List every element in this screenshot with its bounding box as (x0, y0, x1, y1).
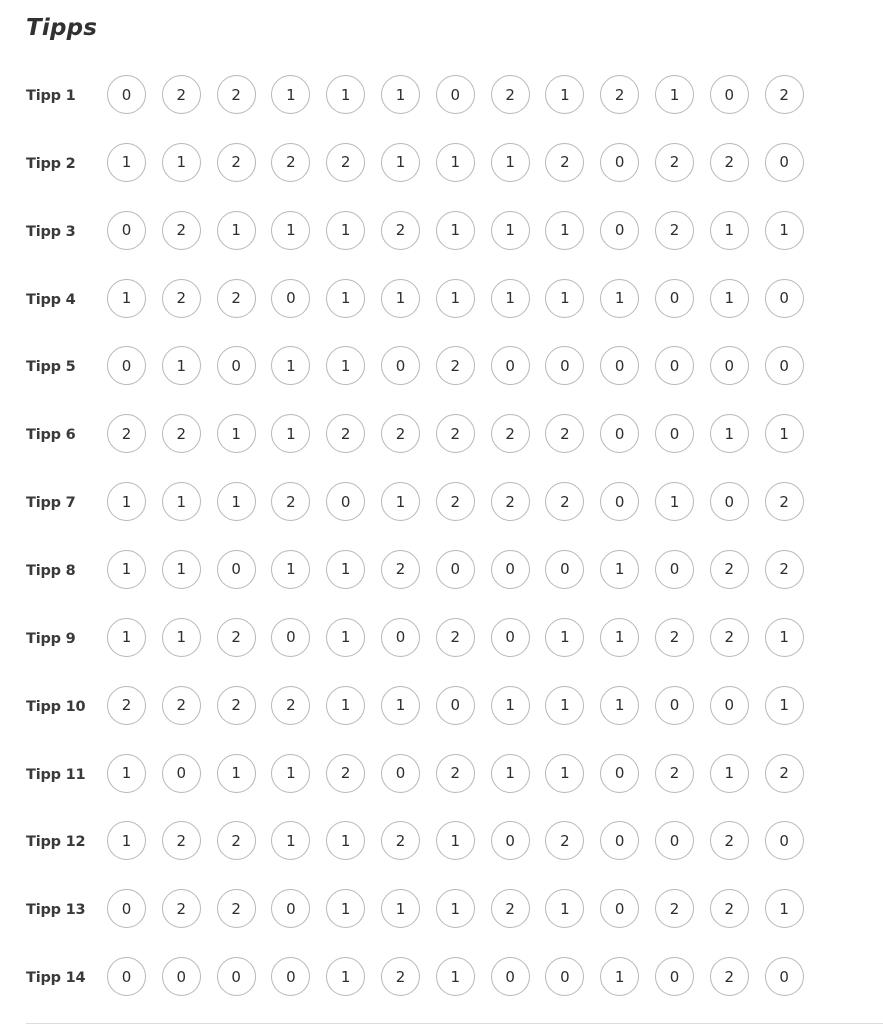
tipp-bubble[interactable]: 0 (217, 346, 256, 385)
tipp-bubble[interactable]: 0 (107, 957, 146, 996)
tipp-bubble[interactable]: 1 (217, 754, 256, 793)
tipp-bubble[interactable]: 1 (545, 279, 584, 318)
tipp-bubble[interactable]: 2 (491, 414, 530, 453)
tipp-row-label: Tipp 5 (26, 359, 76, 376)
tipp-bubble[interactable]: 1 (271, 754, 310, 793)
tipp-bubble[interactable]: 1 (162, 618, 201, 657)
tipp-bubble[interactable]: 0 (381, 618, 420, 657)
tipp-bubble[interactable]: 0 (271, 957, 310, 996)
tipp-bubble[interactable]: 2 (545, 821, 584, 860)
tipp-bubble[interactable]: 1 (162, 550, 201, 589)
tipp-bubble[interactable]: 2 (436, 754, 475, 793)
tipp-bubble[interactable]: 0 (491, 618, 530, 657)
tipp-row-label: Tipp 13 (26, 902, 86, 919)
tipp-bubble[interactable]: 1 (381, 686, 420, 725)
tipp-bubble[interactable]: 0 (162, 957, 201, 996)
tipp-bubble[interactable]: 2 (545, 482, 584, 521)
tipp-bubble[interactable]: 2 (710, 143, 749, 182)
tipp-row-label: Tipp 11 (26, 766, 86, 783)
tipp-bubble[interactable]: 0 (107, 889, 146, 928)
tipp-bubble[interactable]: 0 (765, 821, 804, 860)
tipp-bubble[interactable]: 1 (545, 686, 584, 725)
tipp-bubble[interactable]: 0 (491, 821, 530, 860)
tipp-bubble[interactable]: 2 (326, 414, 365, 453)
tipp-bubble[interactable]: 0 (107, 75, 146, 114)
tipp-row (0, 821, 883, 863)
tipp-bubble[interactable]: 1 (326, 211, 365, 250)
tipp-bubble[interactable]: 1 (381, 482, 420, 521)
tipp-bubble[interactable]: 1 (436, 279, 475, 318)
tipp-bubble[interactable]: 2 (107, 414, 146, 453)
tipp-bubble[interactable]: 2 (491, 889, 530, 928)
tipp-bubble[interactable]: 0 (545, 346, 584, 385)
tipp-bubble[interactable]: 1 (765, 686, 804, 725)
tipp-row (0, 957, 883, 999)
tipp-bubble[interactable]: 2 (545, 143, 584, 182)
tipp-bubble[interactable]: 0 (107, 211, 146, 250)
tipp-bubble[interactable]: 2 (655, 889, 694, 928)
tipp-bubble[interactable]: 0 (710, 346, 749, 385)
tipp-bubble[interactable]: 1 (436, 211, 475, 250)
tipp-bubble[interactable]: 0 (600, 754, 639, 793)
tipp-bubble[interactable]: 1 (217, 414, 256, 453)
tipp-bubble[interactable]: 0 (381, 754, 420, 793)
tipp-row (0, 414, 883, 456)
tipp-bubble[interactable]: 1 (545, 754, 584, 793)
tipp-row-label: Tipp 12 (26, 834, 86, 851)
tipp-bubble[interactable]: 1 (326, 686, 365, 725)
tipp-bubble[interactable]: 0 (655, 279, 694, 318)
tipp-bubble[interactable]: 1 (326, 279, 365, 318)
tipp-row-label: Tipp 2 (26, 155, 76, 172)
tipp-bubble[interactable]: 2 (436, 346, 475, 385)
tipp-bubble[interactable]: 2 (217, 686, 256, 725)
tipp-bubble[interactable]: 1 (765, 211, 804, 250)
tipp-row-label: Tipp 3 (26, 223, 76, 240)
tipp-bubble[interactable]: 1 (326, 821, 365, 860)
tipp-bubble[interactable]: 2 (217, 618, 256, 657)
tipp-bubble[interactable]: 2 (436, 618, 475, 657)
tipp-bubble[interactable]: 0 (600, 482, 639, 521)
tipp-bubble[interactable]: 0 (765, 279, 804, 318)
tipp-bubble[interactable]: 1 (326, 550, 365, 589)
tipp-bubble[interactable]: 1 (545, 211, 584, 250)
tipp-row-label: Tipp 8 (26, 562, 76, 579)
tipp-bubble[interactable]: 1 (271, 211, 310, 250)
tipp-bubble[interactable]: 2 (710, 957, 749, 996)
tipp-bubble[interactable]: 2 (381, 957, 420, 996)
tipp-bubble[interactable]: 2 (655, 754, 694, 793)
tipp-bubble[interactable]: 1 (107, 279, 146, 318)
tipp-bubble[interactable]: 0 (600, 346, 639, 385)
tipp-bubble[interactable]: 2 (271, 143, 310, 182)
tipp-bubble[interactable]: 2 (436, 414, 475, 453)
tipp-bubble[interactable]: 2 (655, 211, 694, 250)
tipp-bubble[interactable]: 2 (381, 550, 420, 589)
tipp-bubble[interactable]: 0 (162, 754, 201, 793)
tipp-row (0, 279, 883, 321)
tipp-row (0, 754, 883, 796)
tipp-bubble[interactable]: 2 (655, 618, 694, 657)
tipp-bubble[interactable]: 1 (326, 618, 365, 657)
tipp-bubble[interactable]: 2 (765, 75, 804, 114)
tipp-bubble[interactable]: 1 (600, 279, 639, 318)
tipp-bubble[interactable]: 1 (491, 143, 530, 182)
tipp-bubble[interactable]: 1 (765, 889, 804, 928)
tipp-bubble[interactable]: 0 (655, 686, 694, 725)
tipp-bubble[interactable]: 0 (271, 279, 310, 318)
tipp-bubble[interactable]: 1 (107, 143, 146, 182)
tipp-bubble[interactable]: 2 (162, 414, 201, 453)
tipp-bubble[interactable]: 2 (162, 75, 201, 114)
tipp-bubble[interactable]: 1 (710, 414, 749, 453)
tipp-row-label: Tipp 7 (26, 495, 76, 512)
tipp-bubble[interactable]: 0 (491, 550, 530, 589)
tipp-bubble[interactable]: 1 (600, 550, 639, 589)
tipp-bubble[interactable]: 1 (710, 754, 749, 793)
bottom-divider (26, 1023, 883, 1024)
tipp-bubble[interactable]: 1 (217, 211, 256, 250)
tipp-bubble[interactable]: 2 (710, 618, 749, 657)
tipp-bubble[interactable]: 0 (655, 957, 694, 996)
tipp-bubble[interactable]: 1 (600, 618, 639, 657)
tipp-bubble[interactable]: 0 (381, 346, 420, 385)
tipp-bubble[interactable]: 1 (381, 143, 420, 182)
tipp-row-label: Tipp 10 (26, 698, 86, 715)
tipp-bubble[interactable]: 2 (162, 686, 201, 725)
tipp-row (0, 211, 883, 253)
tipp-bubble[interactable]: 0 (436, 75, 475, 114)
tipp-bubble[interactable]: 0 (545, 550, 584, 589)
tipp-bubble[interactable]: 1 (655, 75, 694, 114)
tipp-bubble[interactable]: 2 (217, 821, 256, 860)
page-title: Tipps (26, 15, 98, 41)
tipp-bubble[interactable]: 2 (381, 821, 420, 860)
tipp-bubble[interactable]: 2 (162, 821, 201, 860)
tipp-bubble[interactable]: 2 (162, 211, 201, 250)
tipp-bubble[interactable]: 0 (271, 618, 310, 657)
tipp-bubble[interactable]: 1 (491, 754, 530, 793)
tipp-bubble[interactable]: 2 (217, 143, 256, 182)
tipp-bubble[interactable]: 1 (107, 754, 146, 793)
tipp-bubble[interactable]: 0 (655, 821, 694, 860)
tipp-bubble[interactable]: 1 (381, 75, 420, 114)
tipp-row (0, 686, 883, 728)
tipp-bubble[interactable]: 2 (217, 279, 256, 318)
tipp-bubble[interactable]: 2 (326, 143, 365, 182)
tipp-bubble[interactable]: 0 (326, 482, 365, 521)
tipp-bubble[interactable]: 0 (271, 889, 310, 928)
tipp-bubble[interactable]: 1 (600, 686, 639, 725)
tipp-bubble[interactable]: 1 (765, 618, 804, 657)
tipp-bubble[interactable]: 0 (436, 686, 475, 725)
tipp-bubble[interactable]: 1 (271, 75, 310, 114)
tipp-bubble[interactable]: 2 (710, 821, 749, 860)
tipp-bubble[interactable]: 2 (381, 211, 420, 250)
tipp-bubble[interactable]: 1 (491, 686, 530, 725)
tipp-bubble[interactable]: 1 (600, 957, 639, 996)
tipp-bubble[interactable]: 0 (655, 414, 694, 453)
tipp-row (0, 550, 883, 592)
tipp-bubble[interactable]: 1 (326, 889, 365, 928)
tipp-row-label: Tipp 9 (26, 630, 76, 647)
tipp-bubble[interactable]: 1 (381, 279, 420, 318)
tipp-row (0, 618, 883, 660)
tipp-bubble[interactable]: 0 (217, 550, 256, 589)
tipp-bubble[interactable]: 1 (107, 550, 146, 589)
tipp-bubble[interactable]: 1 (217, 482, 256, 521)
tipp-bubble[interactable]: 0 (217, 957, 256, 996)
tipp-row (0, 889, 883, 931)
tipp-bubble[interactable]: 2 (710, 889, 749, 928)
tipp-bubble[interactable]: 2 (765, 754, 804, 793)
tipp-bubble[interactable]: 2 (271, 686, 310, 725)
tipp-bubble[interactable]: 0 (436, 550, 475, 589)
tipp-bubble[interactable]: 1 (326, 957, 365, 996)
tipp-bubble[interactable]: 2 (217, 889, 256, 928)
tipp-bubble[interactable]: 1 (381, 889, 420, 928)
tipp-bubble[interactable]: 1 (491, 279, 530, 318)
tipp-bubble[interactable]: 1 (162, 143, 201, 182)
tipp-bubble[interactable]: 0 (600, 414, 639, 453)
tipp-bubble[interactable]: 0 (545, 957, 584, 996)
tipp-bubble[interactable]: 1 (545, 618, 584, 657)
tipp-row-label: Tipp 4 (26, 291, 76, 308)
tipp-bubble[interactable]: 0 (655, 346, 694, 385)
tipp-bubble[interactable]: 1 (107, 482, 146, 521)
tipp-bubble[interactable]: 2 (491, 482, 530, 521)
tipp-row (0, 143, 883, 185)
tipp-row-label: Tipp 6 (26, 427, 76, 444)
tipp-bubble[interactable]: 1 (162, 346, 201, 385)
tipp-bubble[interactable]: 0 (765, 957, 804, 996)
tipp-bubble[interactable]: 2 (600, 75, 639, 114)
tipp-bubble[interactable]: 1 (107, 821, 146, 860)
tipp-bubble[interactable]: 2 (326, 754, 365, 793)
tipp-bubble[interactable]: 0 (600, 821, 639, 860)
tipp-bubble[interactable]: 0 (765, 143, 804, 182)
tipp-bubble[interactable]: 0 (600, 143, 639, 182)
tipp-bubble[interactable]: 0 (710, 686, 749, 725)
tipp-bubble[interactable]: 1 (162, 482, 201, 521)
tipp-bubble[interactable]: 1 (107, 618, 146, 657)
tipp-bubble[interactable]: 0 (491, 346, 530, 385)
tipp-bubble[interactable]: 2 (271, 482, 310, 521)
tipp-bubble[interactable]: 2 (765, 550, 804, 589)
tipp-bubble[interactable]: 0 (600, 889, 639, 928)
tipp-bubble[interactable]: 0 (710, 482, 749, 521)
tipp-bubble[interactable]: 2 (381, 414, 420, 453)
tipp-bubble[interactable]: 2 (710, 550, 749, 589)
tipp-bubble[interactable]: 1 (436, 889, 475, 928)
tipp-bubble[interactable]: 1 (271, 821, 310, 860)
tipp-bubble[interactable]: 2 (655, 143, 694, 182)
tipp-bubble[interactable]: 2 (765, 482, 804, 521)
tipp-bubble[interactable]: 1 (326, 75, 365, 114)
tipp-bubble[interactable]: 2 (217, 75, 256, 114)
tipp-bubble[interactable]: 1 (765, 414, 804, 453)
tipp-bubble[interactable]: 1 (436, 821, 475, 860)
tipp-bubble[interactable]: 0 (491, 957, 530, 996)
tipp-bubble[interactable]: 2 (162, 279, 201, 318)
tipp-row (0, 482, 883, 524)
tipp-bubble[interactable]: 1 (326, 346, 365, 385)
tipp-bubble[interactable]: 2 (491, 75, 530, 114)
tipp-row (0, 75, 883, 117)
tipp-bubble[interactable]: 1 (436, 957, 475, 996)
tipp-bubble[interactable]: 1 (710, 279, 749, 318)
tipp-row (0, 346, 883, 388)
tipp-row-label: Tipp 14 (26, 970, 86, 987)
tipp-bubble[interactable]: 0 (600, 211, 639, 250)
tipp-bubble[interactable]: 2 (107, 686, 146, 725)
tipp-bubble[interactable]: 1 (271, 346, 310, 385)
tipp-bubble[interactable]: 2 (545, 414, 584, 453)
tipp-bubble[interactable]: 2 (162, 889, 201, 928)
tipp-bubble[interactable]: 0 (710, 75, 749, 114)
tipp-bubble[interactable]: 1 (491, 211, 530, 250)
tipp-bubble[interactable]: 2 (436, 482, 475, 521)
tipp-bubble[interactable]: 1 (655, 482, 694, 521)
tipp-bubble[interactable]: 1 (545, 75, 584, 114)
tipp-bubble[interactable]: 1 (271, 550, 310, 589)
tipp-bubble[interactable]: 0 (107, 346, 146, 385)
tipp-bubble[interactable]: 1 (271, 414, 310, 453)
tipp-bubble[interactable]: 1 (545, 889, 584, 928)
tipp-bubble[interactable]: 0 (655, 550, 694, 589)
tipp-bubble[interactable]: 1 (710, 211, 749, 250)
tipp-bubble[interactable]: 1 (436, 143, 475, 182)
tipp-bubble[interactable]: 0 (765, 346, 804, 385)
tipp-row-label: Tipp 1 (26, 88, 76, 104)
